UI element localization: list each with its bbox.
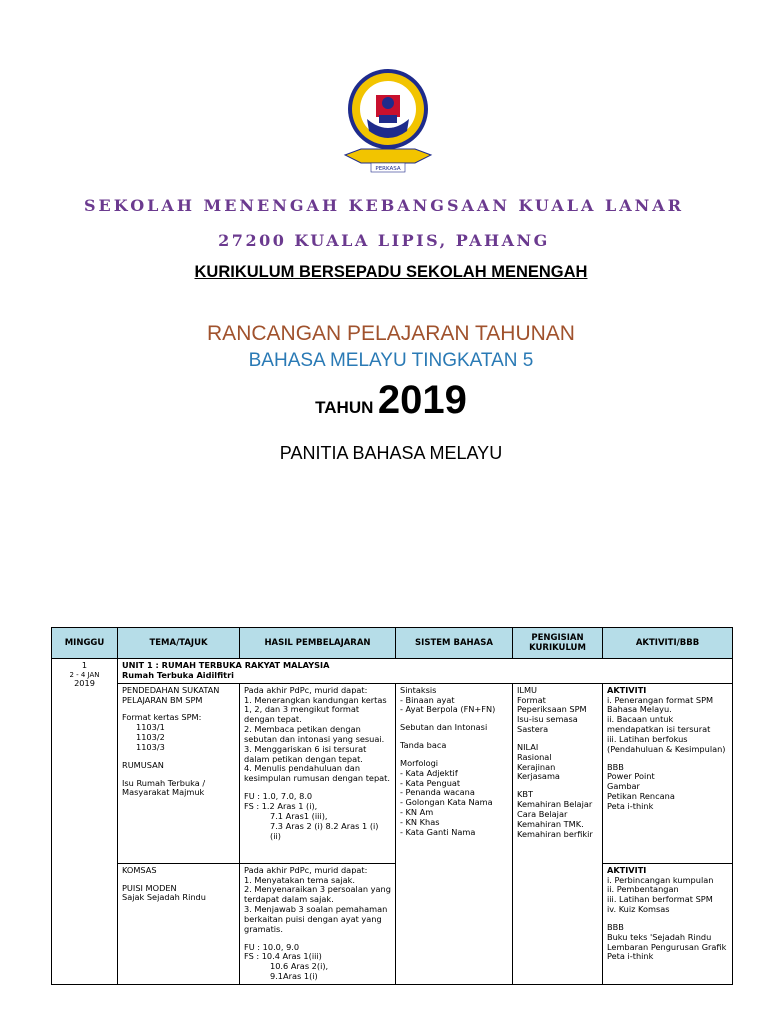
sistem-text: - Golongan Kata Nama	[400, 797, 493, 808]
header-tema: TEMA/TAJUK	[118, 628, 240, 659]
fs-text: 7.3 Aras 2 (i) 8.2 Aras 1 (i) (ii)	[270, 820, 379, 841]
aktiviti-title: AKTIVITI	[607, 864, 647, 875]
sistem-text: Sebutan dan Intonasi	[400, 722, 488, 733]
year-heading	[0, 378, 768, 423]
pengisian-text: Kerjasama	[517, 771, 560, 782]
bbb-item: Peta i-think	[607, 951, 654, 962]
pengisian-text: Kemahiran berfikir	[517, 828, 593, 839]
hasil-item: 4. Menulis pendahuluan dan kesimpulan rumusan dengan tepat.	[244, 763, 390, 784]
table-row	[52, 863, 733, 984]
school-name: SEKOLAH MENENGAH KEBANGSAAN KUALA LANAR	[84, 196, 684, 215]
bbb-title: BBB	[607, 921, 624, 932]
header-aktiviti: AKTIVITI/BBB	[603, 628, 733, 659]
sistem-text: - Ayat Berpola (FN+FN)	[400, 704, 496, 715]
table-row	[52, 683, 733, 863]
aktiviti-item: i. Penerangan format SPM Bahasa Melayu.	[607, 694, 714, 715]
fs-text: FS : 1.2 Aras 1 (i),	[244, 800, 318, 811]
bbb-item: Buku teks 'Sejadah Rindu	[607, 931, 712, 942]
pengisian-text: NILAI	[517, 741, 539, 752]
tema-text: 1103/3	[136, 741, 165, 752]
header-sistem: SISTEM BAHASA	[396, 628, 513, 659]
sistem-text: - KN Am	[400, 807, 434, 818]
hasil-intro: Pada akhir PdPc, murid dapat:	[244, 684, 368, 695]
sistem-text: - Kata Adjektif	[400, 767, 458, 778]
tahun-label: TAHUN	[315, 398, 374, 417]
pengisian-text: Rasional	[517, 751, 552, 762]
sistem-text: - Penanda wacana	[400, 787, 475, 798]
pengisian-text: Format	[517, 694, 546, 705]
fu-text: FU : 10.0, 9.0	[244, 941, 300, 952]
aktiviti-item: iv. Kuiz Komsas	[607, 904, 670, 915]
tema-text: PENDEDAHAN SUKATAN PELAJARAN BM SPM	[122, 684, 220, 705]
fs-text: 10.6 Aras 2(i),	[270, 961, 329, 972]
tema-text: Format kertas SPM:	[122, 712, 202, 723]
aktiviti-item: iii. Latihan berfokus (Pendahuluan & Kesimpulan)	[607, 733, 726, 754]
logo-banner-text: PERKASA	[375, 166, 401, 172]
fu-text: FU : 1.0, 7.0, 8.0	[244, 791, 313, 802]
hasil-cell	[240, 683, 396, 863]
tema-text: Isu Rumah Terbuka / Masyarakat Majmuk	[122, 777, 206, 798]
tema-text: 1103/1	[136, 722, 165, 733]
sistem-text: - KN Khas	[400, 816, 440, 827]
fs-text: 7.1 Aras1 (iii),	[270, 810, 328, 821]
hasil-item: 1. Menyatakan tema sajak.	[244, 874, 355, 885]
pengisian-text: Kemahiran Belajar	[517, 799, 593, 810]
aktiviti-item: i. Perbincangan kumpulan	[607, 874, 714, 885]
tema-text: PUISI MODEN	[122, 882, 177, 893]
fs-text: 9.1Aras 1(i)	[270, 971, 318, 982]
tema-text: RUMUSAN	[122, 759, 164, 770]
pengisian-text: ILMU	[517, 684, 538, 695]
aktiviti-title: AKTIVITI	[607, 684, 647, 695]
pengisian-text: Cara Belajar	[517, 808, 568, 819]
header-pengisian: PENGISIAN KURIKULUM	[513, 628, 603, 659]
school-logo	[343, 67, 433, 179]
year-value: 2019	[377, 378, 467, 422]
bbb-item: Gambar	[607, 781, 640, 792]
tema-text: KOMSAS	[122, 864, 157, 875]
bbb-item: Power Point	[607, 771, 655, 782]
sistem-text: Morfologi	[400, 757, 439, 768]
week-number: 1	[81, 660, 88, 670]
unit-subtitle: Rumah Terbuka Aidilfitri	[122, 669, 234, 680]
sistem-cell	[396, 683, 513, 984]
hasil-item: 1. Menerangkan kandungan kertas 1, 2, dan 3 mengikut format dengan tepat.	[244, 694, 387, 725]
pengisian-text: Peperiksaan SPM	[517, 704, 587, 715]
sistem-text: Tanda baca	[400, 740, 447, 751]
aktiviti-item: ii. Bacaan untuk mendapatkan isi tersurat	[607, 714, 711, 735]
week-cell	[52, 659, 118, 985]
aktiviti-item: ii. Pembentangan	[607, 884, 679, 895]
aktiviti-cell	[603, 863, 733, 984]
hasil-item: 3. Menggariskan 6 isi tersurat dalam petikan dengan tepat.	[244, 743, 367, 764]
pengisian-text: Sastera	[517, 724, 549, 735]
hasil-intro: Pada akhir PdPc, murid dapat:	[244, 864, 368, 875]
week-year: 2019	[74, 678, 95, 689]
pengisian-text: Kemahiran TMK.	[517, 818, 584, 829]
lesson-plan-table	[51, 627, 733, 985]
table-header-row	[52, 628, 733, 659]
pengisian-text: Isu-isu semasa	[517, 714, 578, 725]
unit-title: UNIT 1 : RUMAH TERBUKA RAKYAT MALAYSIA	[122, 660, 330, 670]
fs-text: FS : 10.4 Aras 1(iii)	[244, 951, 322, 962]
hasil-item: 2. Menyenaraikan 3 persoalan yang terdapat dalam sajak.	[244, 884, 391, 905]
panitia-title: PANITIA BAHASA MELAYU	[279, 443, 503, 463]
tema-text: Sajak Sejadah Rindu	[122, 892, 206, 903]
tema-cell	[118, 863, 240, 984]
hasil-item: 3. Menjawab 3 soalan pemahaman berkaitan puisi dengan ayat yang gramatis.	[244, 904, 388, 934]
bbb-item: Lembaran Pengurusan Grafik	[607, 941, 727, 952]
kurikulum-title: KURIKULUM BERSEPADU SEKOLAH MENENGAH	[194, 263, 588, 281]
header-minggu: MINGGU	[52, 628, 118, 659]
sistem-text: - Kata Ganti Nama	[400, 826, 476, 837]
pengisian-text: Kerajinan	[517, 761, 556, 772]
subject-title: BAHASA MELAYU TINGKATAN 5	[248, 350, 534, 371]
header-hasil: HASIL PEMBELAJARAN	[240, 628, 396, 659]
tema-text: 1103/2	[136, 732, 165, 743]
aktiviti-cell	[603, 683, 733, 863]
sistem-text: Sintaksis	[400, 684, 437, 695]
tema-cell	[118, 683, 240, 863]
bbb-item: Petikan Rencana	[607, 791, 675, 802]
pengisian-text: KBT	[517, 789, 533, 800]
sistem-text: - Binaan ayat	[400, 694, 455, 705]
bbb-item: Peta i-think	[607, 800, 654, 811]
bbb-title: BBB	[607, 761, 624, 772]
hasil-item: 2. Membaca petikan dengan sebutan dan intonasi yang sesuai.	[244, 724, 385, 744]
week-dates: 2 - 4 JAN	[69, 670, 100, 679]
pengisian-cell	[513, 683, 603, 984]
hasil-cell	[240, 863, 396, 984]
table-row	[52, 659, 733, 684]
school-address: 27200 KUALA LIPIS, PAHANG	[218, 231, 550, 250]
unit-cell	[118, 659, 733, 684]
aktiviti-item: iii. Latihan berformat SPM	[607, 894, 713, 905]
sistem-text: - Kata Penguat	[400, 777, 461, 788]
rancangan-title: RANCANGAN PELAJARAN TAHUNAN	[207, 322, 575, 345]
